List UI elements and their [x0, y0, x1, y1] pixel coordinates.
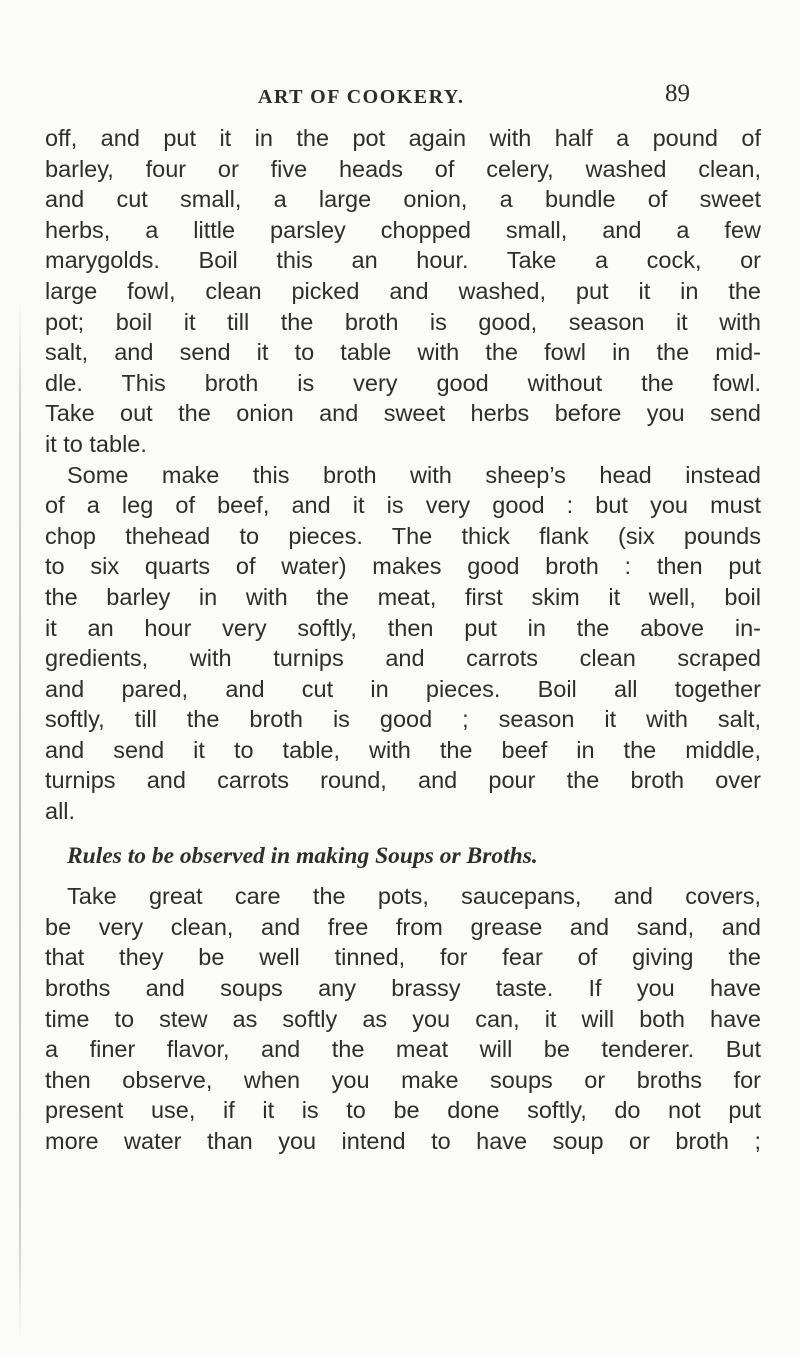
text-line: softly, till the broth is good ; season it with salt, — [45, 706, 761, 733]
body-text — [45, 123, 761, 1157]
text-line: and pared, and cut in pieces. Boil all together — [45, 675, 761, 702]
text-line: time to stew as softly as you can, it will both have — [45, 1005, 761, 1032]
text-line: that they be well tinned, for fear of giving the — [45, 944, 761, 971]
text-line: all. — [45, 798, 76, 825]
text-line: the barley in with the meat, first skim it well, boil — [45, 583, 761, 610]
text-line: it to table. — [45, 430, 147, 457]
text-line: and send it to table, with the beef in the middle, — [45, 736, 761, 763]
text-line: herbs, a little parsley chopped small, and a few — [45, 216, 761, 243]
text-line: a finer flavor, and the meat will be tenderer. But — [45, 1036, 761, 1063]
text-line: to six quarts of water) makes good broth : then put — [45, 553, 761, 580]
text-line: more water than you intend to have soup or broth ; — [45, 1128, 761, 1154]
text-line: chop thehead to pieces. The thick flank (six pounds — [45, 522, 761, 549]
text-line: turnips and carrots round, and pour the broth over — [45, 767, 761, 794]
text-line: gredients, with turnips and carrots clean scraped — [45, 645, 761, 672]
text-line: marygolds. Boil this an hour. Take a cock, or — [45, 247, 761, 274]
page-number: 89 — [665, 80, 690, 107]
text-line: off, and put it in the pot again with half a pound of — [45, 125, 761, 151]
text-line: be very clean, and free from grease and sand, and — [45, 913, 761, 940]
text-line: Take out the onion and sweet herbs before you send — [45, 400, 761, 427]
text-line: present use, if it is to be done softly, do not put — [45, 1097, 761, 1124]
text-line: broths and soups any brassy taste. If you have — [45, 975, 761, 1002]
paragraph-rules — [45, 881, 761, 1156]
text-line: large fowl, clean picked and washed, put it in the — [45, 277, 761, 304]
paragraph-continuation — [45, 123, 761, 460]
text-line: pot; boil it till the broth is good, season it with — [45, 308, 761, 335]
text-line: and cut small, a large onion, a bundle of sweet — [45, 186, 761, 213]
running-head — [0, 80, 800, 116]
text-line: it an hour very softly, then put in the above in- — [45, 614, 761, 641]
text-line: Some make this broth with sheep’s head instead — [67, 461, 761, 488]
page-edge-shadow — [19, 300, 21, 1340]
text-line: of a leg of beef, and it is very good : but you must — [45, 492, 761, 519]
text-line: then observe, when you make soups or broths for — [45, 1066, 761, 1093]
text-line: Take great care the pots, saucepans, and covers, — [67, 883, 761, 910]
running-title: ART OF COOKERY. — [258, 86, 465, 108]
text-line: barley, four or five heads of celery, washed clean, — [45, 155, 761, 182]
paragraph-sheeps-head — [45, 460, 761, 827]
text-line: salt, and send it to table with the fowl in the mid- — [45, 339, 761, 366]
text-line: dle. This broth is very good without the fowl. — [45, 369, 761, 396]
section-heading: Rules to be observed in making Soups or Broths. — [67, 842, 538, 869]
